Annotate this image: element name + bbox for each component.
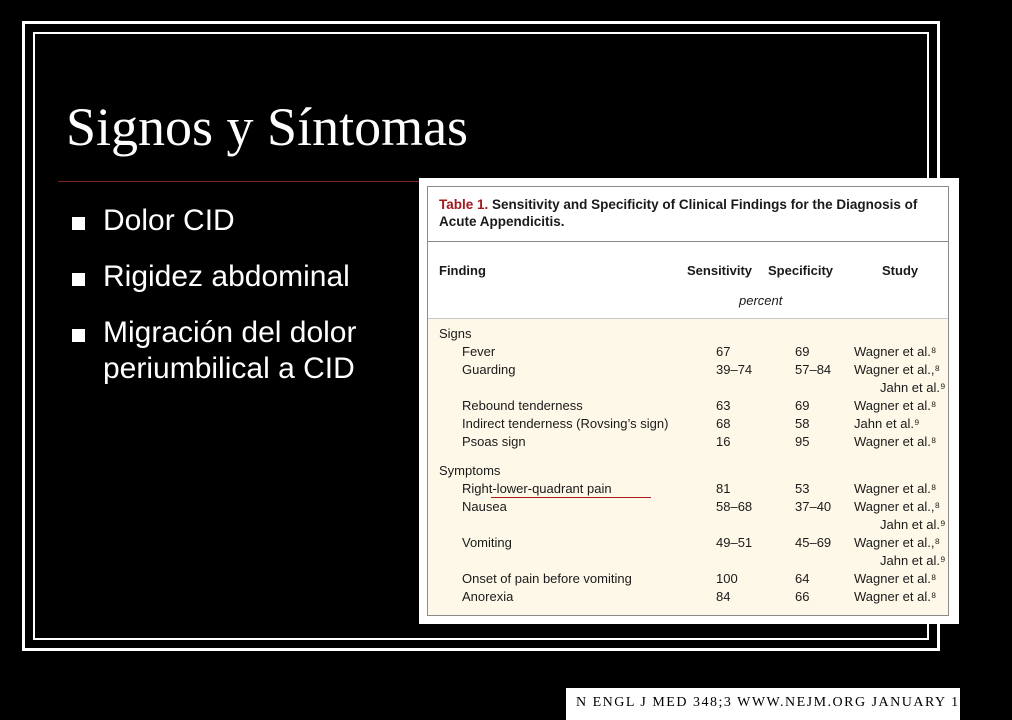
- sensitivity-cell: 63: [716, 398, 731, 413]
- study-cell: Wagner et al.⁸: [854, 589, 937, 604]
- finding-cell: Right-lower-quadrant pain: [462, 481, 612, 496]
- sensitivity-cell: 39–74: [716, 362, 753, 377]
- journal-citation: [566, 688, 1012, 720]
- study-cell: Wagner et al.⁸: [854, 481, 937, 496]
- finding-cell: Nausea: [462, 499, 507, 514]
- specificity-cell: 37–40: [795, 499, 832, 514]
- table-number: Table 1.: [439, 197, 489, 212]
- table-caption: [428, 187, 948, 242]
- header-finding: Finding: [439, 263, 486, 278]
- finding-cell: Rebound tenderness: [462, 398, 583, 413]
- bullet-list: [72, 203, 403, 387]
- specificity-cell: 57–84: [795, 362, 832, 377]
- specificity-cell: 53: [795, 481, 810, 496]
- symptoms-heading: Symptoms: [439, 463, 501, 478]
- sensitivity-cell: 49–51: [716, 535, 753, 550]
- study-cell: Wagner et al.⁸: [854, 434, 937, 449]
- bullet-text: Migración del dolor periumbilical a CID: [103, 316, 357, 385]
- title-underline: [58, 181, 428, 182]
- bullet-item: [72, 315, 403, 387]
- finding-cell: Guarding: [462, 362, 516, 377]
- finding-cell: Anorexia: [462, 589, 514, 604]
- study-cell: Wagner et al.,⁸: [854, 499, 940, 514]
- finding-cell: Fever: [462, 344, 496, 359]
- findings-table: [427, 186, 949, 616]
- table-image-panel: [419, 178, 959, 624]
- study-cell-continued: Jahn et al.⁹: [880, 380, 946, 395]
- sensitivity-cell: 68: [716, 416, 731, 431]
- square-bullet-icon: [72, 217, 85, 230]
- table-header: [428, 242, 948, 319]
- sensitivity-cell: 67: [716, 344, 731, 359]
- header-sensitivity: Sensitivity: [687, 263, 753, 278]
- red-annotation-line: [491, 497, 651, 498]
- study-cell: Wagner et al.⁸: [854, 344, 937, 359]
- specificity-cell: 69: [795, 344, 810, 359]
- header-specificity: Specificity: [768, 263, 834, 278]
- specificity-cell: 58: [795, 416, 810, 431]
- study-cell-continued: Jahn et al.⁹: [880, 517, 946, 532]
- unit-label: percent: [739, 293, 783, 308]
- bullet-item: [72, 203, 403, 239]
- citation-text: N ENGL J MED 348;3 WWW.NEJM.ORG JANUARY 16, 2003: [576, 695, 1012, 710]
- sensitivity-cell: 100: [716, 571, 738, 586]
- specificity-cell: 66: [795, 589, 810, 604]
- header-study: Study: [882, 263, 919, 278]
- finding-cell: Psoas sign: [462, 434, 526, 449]
- signs-heading: Signs: [439, 326, 472, 341]
- sensitivity-cell: 16: [716, 434, 731, 449]
- sensitivity-cell: 81: [716, 481, 731, 496]
- sensitivity-cell: 84: [716, 589, 731, 604]
- square-bullet-icon: [72, 329, 85, 342]
- specificity-cell: 69: [795, 398, 810, 413]
- study-cell: Wagner et al.,⁸: [854, 362, 940, 377]
- finding-cell: Onset of pain before vomiting: [462, 571, 632, 586]
- study-cell: Wagner et al.⁸: [854, 398, 937, 413]
- bullet-text: Rigidez abdominal: [103, 260, 350, 293]
- bullet-text: Dolor CID: [103, 204, 235, 237]
- finding-cell: Indirect tenderness (Rovsing’s sign): [462, 416, 669, 431]
- square-bullet-icon: [72, 273, 85, 286]
- specificity-cell: 64: [795, 571, 810, 586]
- sensitivity-cell: 58–68: [716, 499, 753, 514]
- study-cell: Jahn et al.⁹: [854, 416, 920, 431]
- specificity-cell: 45–69: [795, 535, 832, 550]
- specificity-cell: 95: [795, 434, 810, 449]
- finding-cell: Vomiting: [462, 535, 512, 550]
- bullet-item: [72, 259, 403, 295]
- study-cell: Wagner et al.⁸: [854, 571, 937, 586]
- slide-title: Signos y Síntomas: [66, 97, 469, 157]
- table-title: Sensitivity and Specificity of Clinical Findings for the Diagnosis of Acute Appendicitis.: [439, 197, 918, 229]
- study-cell: Wagner et al.,⁸: [854, 535, 940, 550]
- study-cell-continued: Jahn et al.⁹: [880, 553, 946, 568]
